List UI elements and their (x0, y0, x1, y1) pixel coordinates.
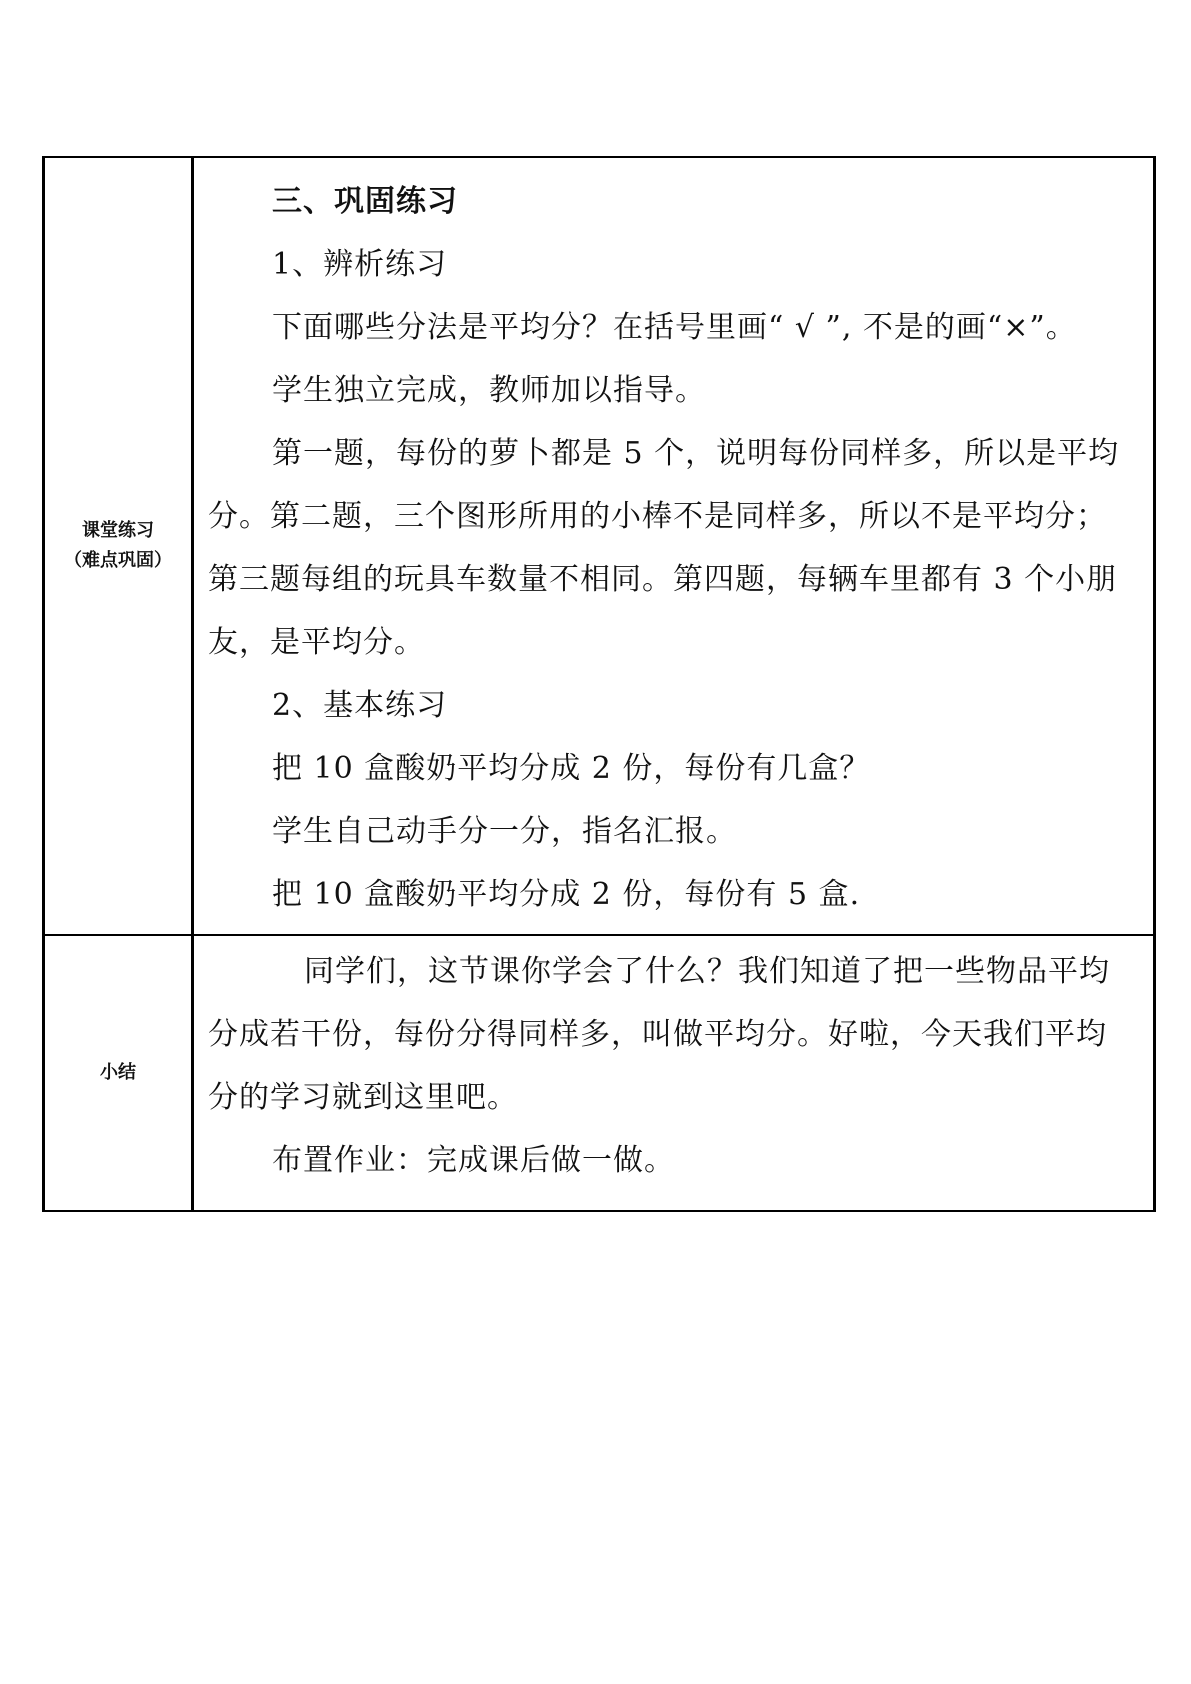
row-label-title: 小结 (100, 1062, 136, 1083)
homework-assignment: 布置作业：完成课后做一做。 (272, 1143, 675, 1178)
row-content-cell (193, 935, 1155, 1211)
lesson-plan-table (42, 156, 1156, 1212)
table-row-summary (44, 935, 1155, 1211)
exercise-1-question: 下面哪些分法是平均分？在括号里画“ √ ”, 不是的画“×”。 (272, 310, 1077, 345)
exercise-2-answer: 把 10 盒酸奶平均分成 2 份，每份有 5 盒. (272, 877, 861, 912)
row-label-subtitle: （难点巩固） (64, 550, 172, 571)
row-label-cell (44, 157, 193, 935)
section-heading: 三、巩固练习 (272, 184, 458, 219)
exercise-1-title: 1、辨析练习 (272, 247, 448, 282)
table-row-classroom-practice (44, 157, 1155, 935)
row-label-title: 课堂练习 (82, 520, 154, 541)
exercise-2-method: 学生自己动手分一分，指名汇报。 (272, 814, 737, 849)
summary-paragraph: 同学们，这节课你学会了什么？我们知道了把一些物品平均分成若干份，每份分得同样多，叫做平均分。好啦，今天我们平均分的学习就到这里吧。 (208, 954, 1110, 1115)
row-label-cell (44, 935, 193, 1211)
exercise-1-explanation: 第一题，每份的萝卜都是 5 个，说明每份同样多，所以是平均分。第二题，三个图形所用的小棒不是同样多，所以不是平均分；第三题每组的玩具车数量不相同。第四题，每辆车里都有 3 个小朋友，是平均分。 (208, 436, 1120, 660)
exercise-1-method: 学生独立完成，教师加以指导。 (272, 373, 706, 408)
exercise-2-title: 2、基本练习 (272, 688, 448, 723)
row-content-cell (193, 157, 1155, 935)
exercise-2-question: 把 10 盒酸奶平均分成 2 份，每份有几盒？ (272, 751, 871, 786)
